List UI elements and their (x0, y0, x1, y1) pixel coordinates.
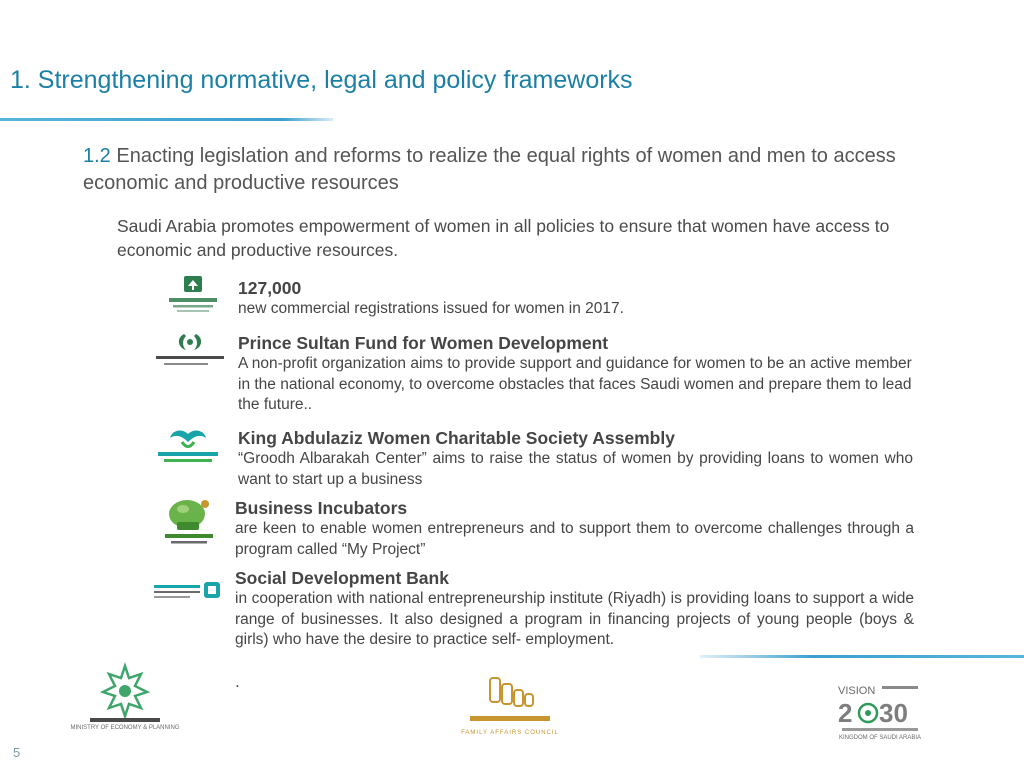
stray-dot: . (235, 672, 240, 691)
vision-year-left: 2 (838, 698, 853, 728)
page-number: 5 (13, 745, 21, 760)
family-affairs-council-logo-icon (460, 672, 560, 740)
section-heading (83, 143, 933, 197)
vision-year-right: 30 (879, 698, 908, 728)
item-description: in cooperation with national entrepreneurship institute (Riyadh) is providing loans to support a wide range of businesses. It also designed a program in financing projects of young people (boys & girls) who have the desire to practice self- employment. (235, 590, 914, 648)
title-underline (0, 118, 333, 121)
item-commercial-registrations (238, 277, 928, 320)
ministry-label: MINISTRY OF ECONOMY & PLANNING (70, 725, 180, 731)
item-charitable-society (238, 427, 913, 490)
item-title: Prince Sultan Fund for Women Development (238, 333, 609, 353)
item-description: new commercial registrations issued for women in 2017. (238, 300, 624, 317)
vision-kingdom-label: KINGDOM OF SAUDI ARABIA (838, 735, 922, 741)
item-description: are keen to enable women entrepreneurs and to support them to overcome challenges through a program called “My Project” (235, 520, 914, 558)
item-description: A non-profit organization aims to provide support and guidance for women to be an active member in the national economy, to overcome obstacles that faces Saudi women and prepare them to lead the future.. (238, 355, 912, 413)
council-label: FAMILY AFFAIRS COUNCIL (461, 730, 559, 736)
commerce-ministry-logo-icon (163, 274, 223, 318)
item-business-incubators (235, 497, 914, 560)
item-prince-sultan-fund (238, 332, 928, 416)
vision-word: VISION (838, 685, 876, 697)
prince-sultan-fund-logo-icon (150, 330, 230, 374)
item-title: 127,000 (238, 278, 302, 298)
vision-emblem-icon (859, 704, 877, 722)
social-development-bank-logo-icon (150, 580, 226, 608)
footer-divider (700, 655, 1024, 658)
charitable-society-logo-icon (152, 428, 224, 472)
vision-2030-logo-icon (836, 680, 924, 742)
intro-paragraph: Saudi Arabia promotes empowerment of women in all policies to ensure that women have access to economic and productive resources. (117, 216, 890, 260)
ministry-economy-logo-icon (70, 662, 180, 732)
section-heading-text: Enacting legislation and reforms to realize the equal rights of women and men to access economic and productive resources (83, 145, 896, 194)
item-title: King Abdulaziz Women Charitable Society Assembly (238, 428, 675, 448)
item-title: Business Incubators (235, 498, 408, 518)
item-social-development-bank (235, 567, 914, 651)
section-number: 1.2 (83, 145, 111, 167)
page-title: 1. Strengthening normative, legal and policy frameworks (10, 66, 633, 94)
item-title: Social Development Bank (235, 568, 449, 588)
business-incubators-logo-icon (157, 494, 221, 548)
item-description: “Groodh Albarakah Center” aims to raise the status of women by providing loans to women who want to start up a business (238, 450, 913, 488)
